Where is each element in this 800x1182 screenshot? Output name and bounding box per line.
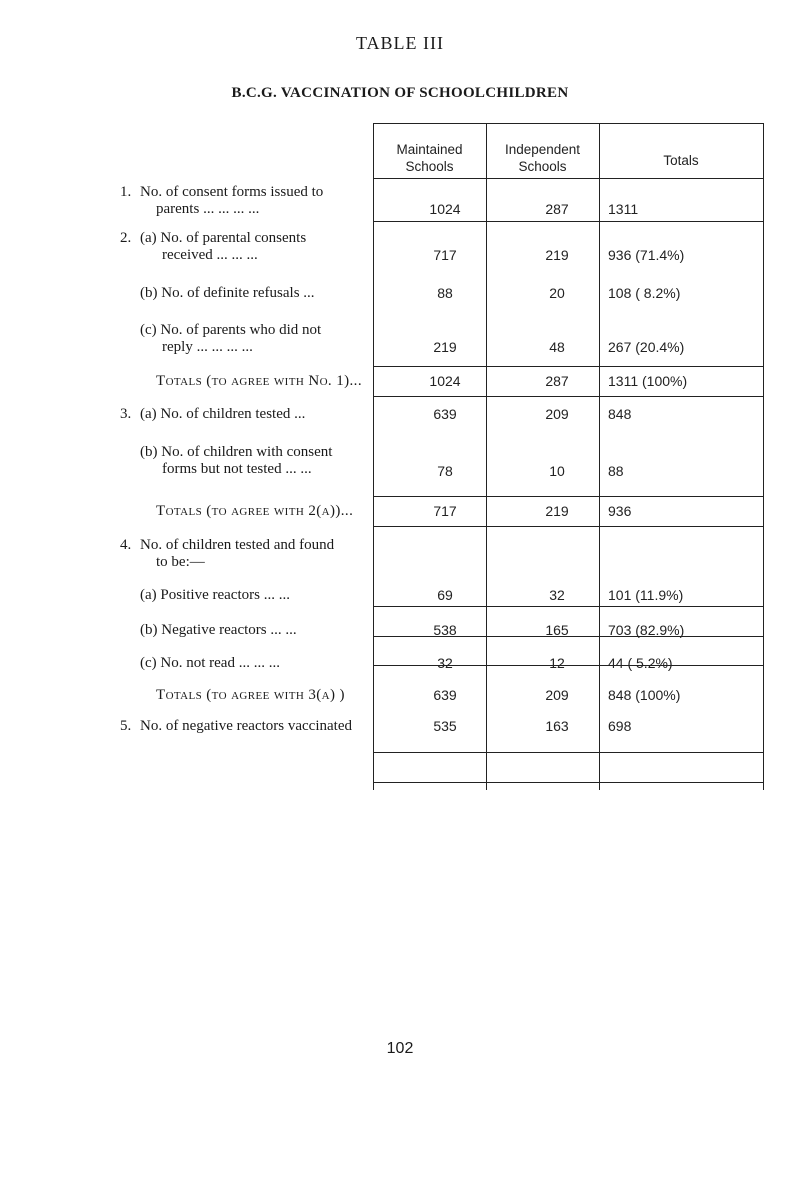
cell-maintained: 1024 bbox=[429, 201, 461, 217]
col-header-independent-line1: Independent bbox=[504, 142, 581, 157]
cell-independent: 165 bbox=[545, 622, 569, 638]
row-number: 4. bbox=[120, 537, 132, 553]
cell-independent: 209 bbox=[545, 406, 569, 422]
row-label-line: Totals (to agree with 3(a) ) bbox=[156, 687, 345, 703]
cell-independent: 20 bbox=[549, 285, 565, 301]
row-label-line: No. of negative reactors vaccinated bbox=[140, 718, 352, 734]
cell-independent: 48 bbox=[549, 339, 565, 355]
col-header-maintained-line2: Schools bbox=[405, 159, 454, 174]
cell-independent: 287 bbox=[545, 373, 569, 389]
col-header-independent bbox=[486, 141, 599, 175]
row-label-line: No. of children tested and found bbox=[140, 537, 335, 553]
cell-totals: 1311 (100%) bbox=[608, 373, 688, 389]
col-divider-right bbox=[763, 123, 764, 790]
rule-before-totals-2 bbox=[373, 366, 764, 367]
col-header-independent-line2: Schools bbox=[518, 159, 567, 174]
row-label-line: (c) No. of parents who did not bbox=[140, 322, 322, 338]
row-label-line: parents ... ... ... ... bbox=[156, 201, 260, 217]
cell-maintained: 1024 bbox=[429, 373, 461, 389]
row-label-line: (a) No. of parental consents bbox=[140, 230, 307, 246]
table-title: TABLE III bbox=[355, 33, 445, 53]
cell-maintained: 88 bbox=[437, 285, 453, 301]
cell-totals: 44 ( 5.2%) bbox=[608, 655, 673, 671]
cell-independent: 209 bbox=[545, 687, 569, 703]
col-header-maintained bbox=[373, 141, 486, 175]
cell-totals: 267 (20.4%) bbox=[608, 339, 685, 355]
rule-after-totals-6 bbox=[373, 782, 764, 783]
cell-totals: 703 (82.9%) bbox=[608, 622, 685, 638]
cell-totals: 936 bbox=[608, 503, 632, 519]
col-divider-left bbox=[373, 123, 374, 790]
cell-independent: 219 bbox=[545, 247, 569, 263]
header-top-rule bbox=[373, 123, 764, 124]
cell-maintained: 219 bbox=[433, 339, 457, 355]
row-label-line: (b) No. of definite refusals ... bbox=[140, 285, 315, 301]
cell-maintained: 717 bbox=[433, 503, 457, 519]
row-label-line: (a) Positive reactors ... ... bbox=[140, 587, 290, 603]
page-number: 102 bbox=[386, 1040, 414, 1057]
cell-independent: 163 bbox=[545, 718, 569, 734]
rule-before-totals-6 bbox=[373, 752, 764, 753]
cell-totals: 101 (11.9%) bbox=[608, 587, 684, 603]
row-number: 1. bbox=[120, 184, 132, 200]
row-label-line: (b) No. of children with consent bbox=[140, 444, 333, 460]
cell-totals: 88 bbox=[608, 463, 624, 479]
cell-independent: 12 bbox=[549, 655, 565, 671]
col-header-totals: Totals bbox=[663, 153, 699, 168]
cell-independent: 10 bbox=[549, 463, 565, 479]
row-label-line: forms but not tested ... ... bbox=[162, 461, 312, 477]
row-label-line: No. of consent forms issued to bbox=[140, 184, 324, 200]
row-label-line: (c) No. not read ... ... ... bbox=[140, 655, 280, 671]
cell-maintained: 717 bbox=[433, 247, 457, 263]
row-number: 5. bbox=[120, 718, 132, 734]
cell-maintained: 535 bbox=[433, 718, 457, 734]
rule-after-totals-3 bbox=[373, 526, 764, 527]
row-number: 3. bbox=[120, 406, 132, 422]
row-label-line: to be:— bbox=[156, 554, 205, 570]
row-label-line: (b) Negative reactors ... ... bbox=[140, 622, 297, 638]
cell-maintained: 32 bbox=[437, 655, 453, 671]
rule-after-totals-2 bbox=[373, 396, 764, 397]
cell-independent: 219 bbox=[545, 503, 569, 519]
col-header-maintained-line1: Maintained bbox=[396, 142, 463, 157]
table-subtitle: B.C.G. VACCINATION OF SCHOOLCHILDREN bbox=[231, 85, 569, 101]
row-number: 2. bbox=[120, 230, 132, 246]
cell-maintained: 538 bbox=[433, 622, 457, 638]
row-label-line: received ... ... ... bbox=[162, 247, 258, 263]
cell-totals: 1311 bbox=[608, 201, 639, 217]
cell-maintained: 69 bbox=[437, 587, 453, 603]
rule-after-row1 bbox=[373, 221, 764, 222]
header-bottom-rule bbox=[373, 178, 764, 179]
cell-maintained: 78 bbox=[437, 463, 453, 479]
cell-maintained: 639 bbox=[433, 406, 457, 422]
row-label-line: Totals (to agree with No. 1)... bbox=[156, 373, 362, 389]
col-divider-mid2 bbox=[599, 123, 600, 790]
cell-totals: 936 (71.4%) bbox=[608, 247, 685, 263]
rule-before-totals-3 bbox=[373, 496, 764, 497]
row-label-line: reply ... ... ... ... bbox=[162, 339, 253, 355]
row-label-line: (a) No. of children tested ... bbox=[140, 406, 306, 422]
cell-independent: 287 bbox=[545, 201, 569, 217]
row-label-line: Totals (to agree with 2(a))... bbox=[156, 503, 354, 519]
cell-totals: 848 (100%) bbox=[608, 687, 681, 703]
rule-before-totals-4 bbox=[373, 606, 764, 607]
cell-totals: 848 bbox=[608, 406, 632, 422]
cell-totals: 108 ( 8.2%) bbox=[608, 285, 681, 301]
cell-totals: 698 bbox=[608, 718, 632, 734]
cell-independent: 32 bbox=[549, 587, 565, 603]
cell-maintained: 639 bbox=[433, 687, 457, 703]
